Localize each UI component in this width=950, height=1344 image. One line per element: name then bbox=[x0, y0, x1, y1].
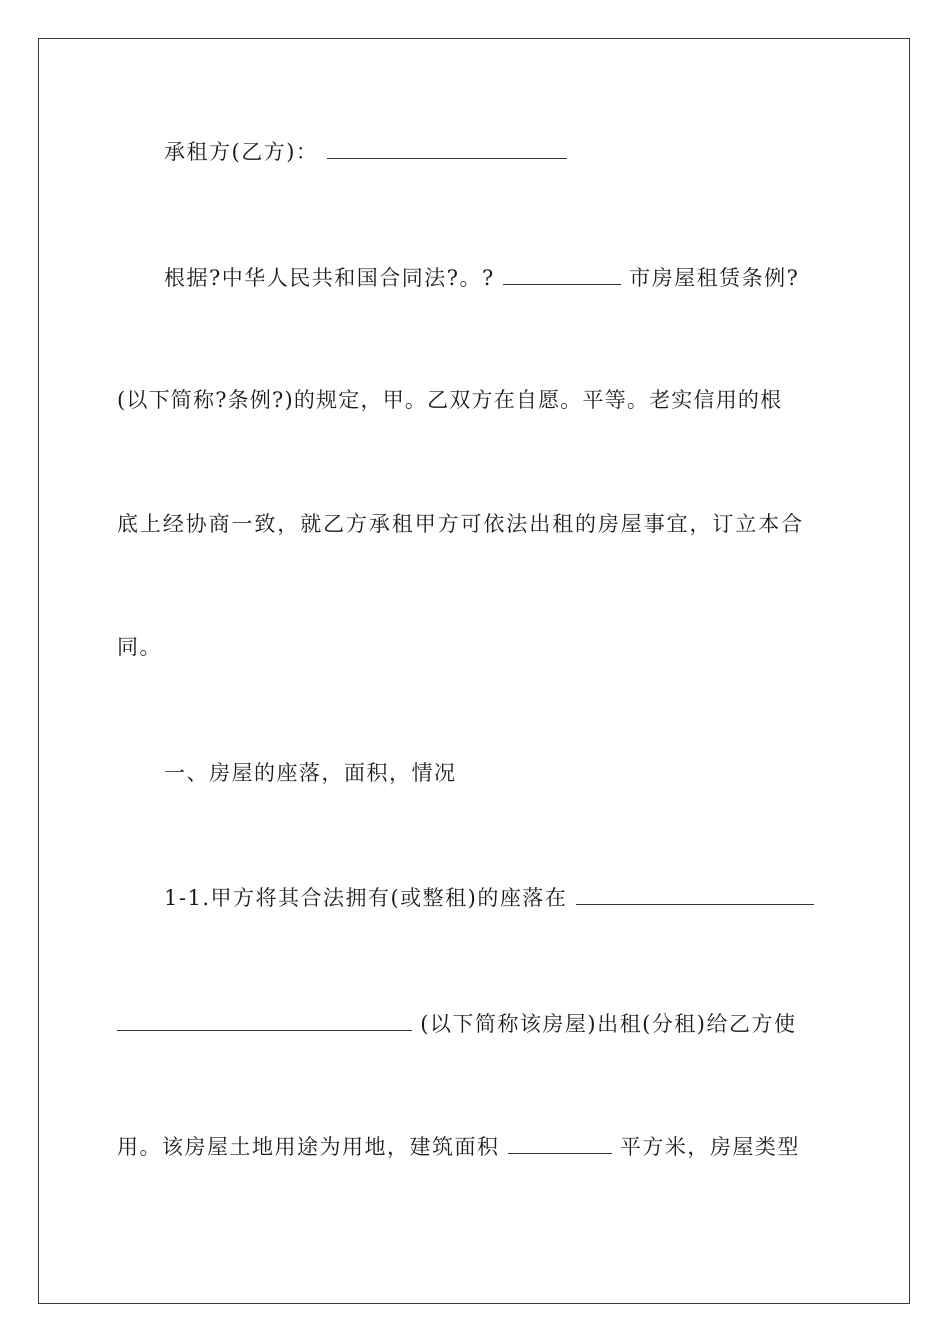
lessee-name-blank[interactable] bbox=[327, 138, 567, 159]
para1-line4: 同。 bbox=[117, 635, 162, 659]
city-blank[interactable] bbox=[503, 264, 621, 285]
para1-line1 bbox=[164, 264, 833, 292]
para1-line1-text-b: 市房屋租赁条例? bbox=[629, 266, 800, 290]
clause-1-1-text-line2: (以下简称该房屋)出租(分租)给乙方使 bbox=[420, 1012, 797, 1036]
para1-line3: 底上经协商一致，就乙方承租甲方可依法出租的房屋事宜，订立本合 bbox=[117, 512, 804, 536]
clause-1-1-text-line3-a: 用。该房屋土地用途为用地，建筑面积 bbox=[117, 1135, 500, 1159]
area-blank[interactable] bbox=[508, 1133, 612, 1154]
clause-1-1-text-a: 1-1.甲方将其合法拥有(或整租)的座落在 bbox=[164, 886, 568, 910]
clause-1-1-line1 bbox=[164, 884, 833, 912]
clause-1-1-line2 bbox=[117, 1010, 833, 1038]
clause-1-1-line3 bbox=[117, 1133, 833, 1161]
para1-line1-text-a: 根据?中华人民共和国合同法?。? bbox=[164, 266, 495, 290]
location-blank-2[interactable] bbox=[117, 1010, 412, 1031]
location-blank-1[interactable] bbox=[576, 884, 814, 905]
page-frame bbox=[38, 38, 910, 1304]
clause-1-1-text-line3-b: 平方米，房屋类型 bbox=[619, 1135, 800, 1159]
section1-heading: 一、房屋的座落，面积，情况 bbox=[164, 761, 457, 785]
lessee-label: 承租方(乙方)： bbox=[164, 140, 319, 164]
para1-line2: (以下简称?条例?)的规定，甲。乙双方在自愿。平等。老实信用的根 bbox=[117, 388, 783, 412]
lessee-line bbox=[164, 138, 833, 166]
